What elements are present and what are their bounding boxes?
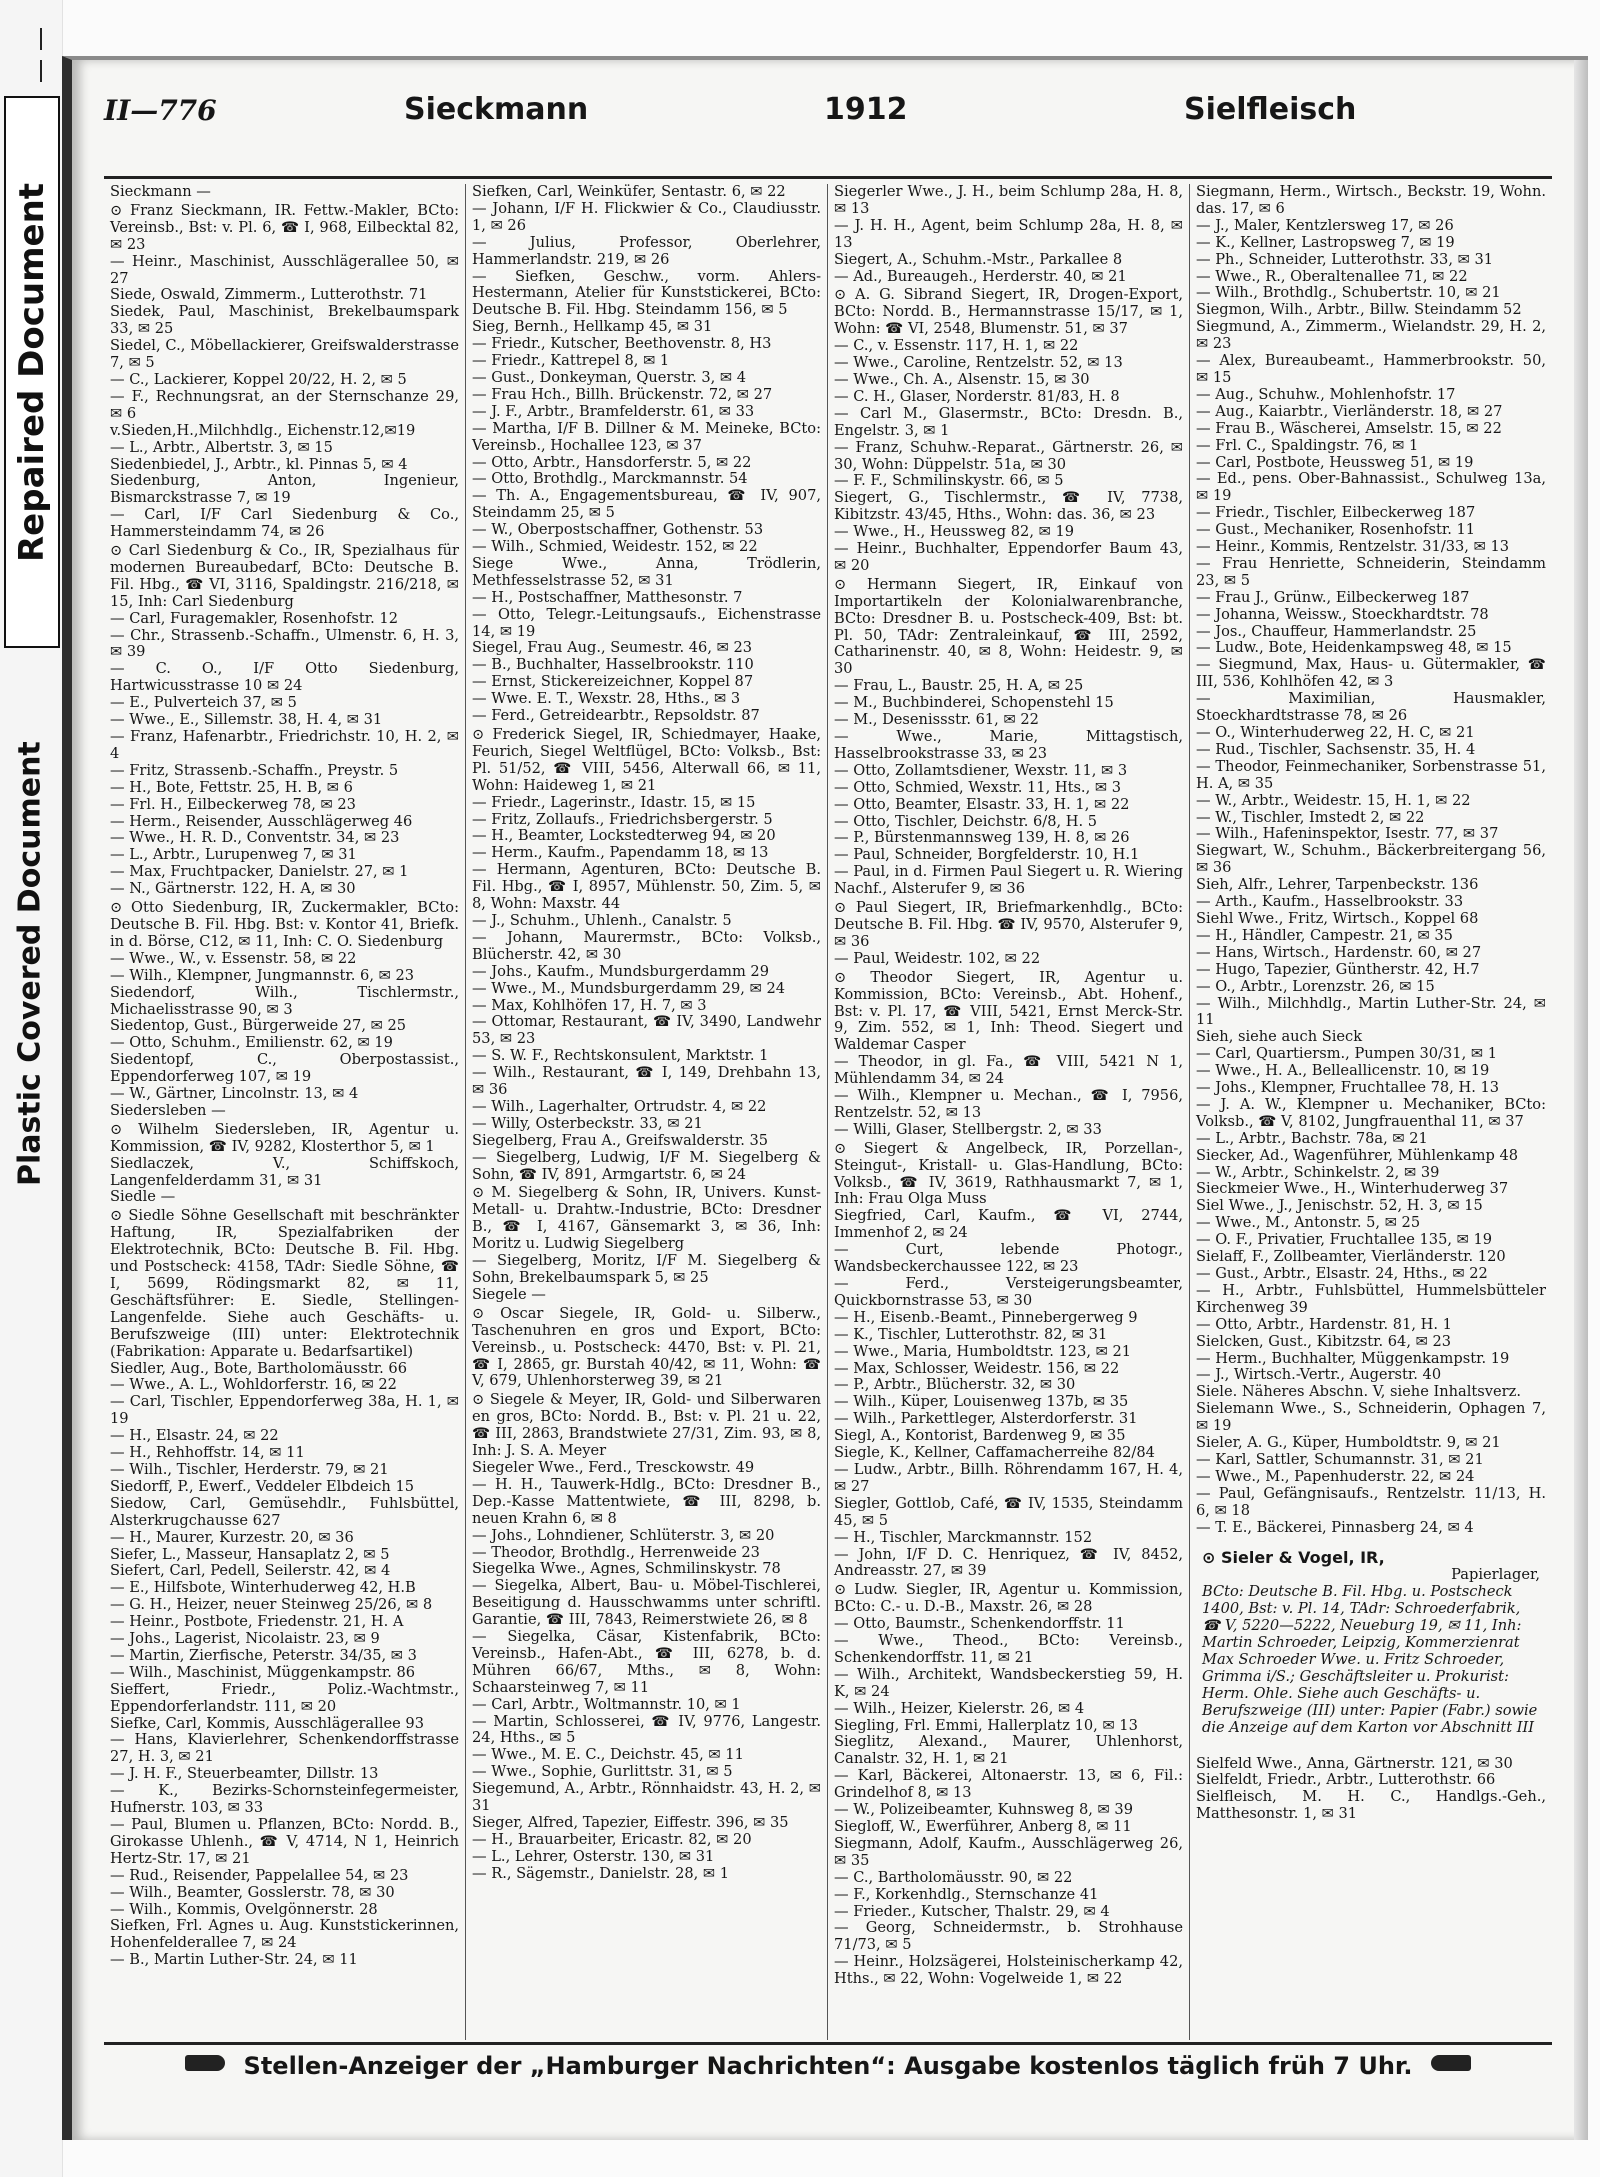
directory-entry: Siede, Oswald, Zimmerm., Lutterothstr. 71: [110, 286, 428, 304]
directory-entry: — Th. A., Engagementsbureau, ☎ IV, 907, Steindamm 25, ✉ 5: [472, 487, 821, 522]
directory-entry: — K., Tischler, Lutterothstr. 82, ✉ 31: [834, 1325, 1108, 1343]
directory-entry: — Wilh., Klempner, Jungmannstr. 6, ✉ 23: [110, 966, 415, 984]
directory-entry: — H., Eisenb.-Beamt., Pinnebergerweg 9: [834, 1308, 1138, 1326]
directory-entry: Siedek, Paul, Maschinist, Brekelbaumspark 33, ✉ 25: [110, 303, 459, 338]
directory-entry: Siegel, Frau Aug., Seumestr. 46, ✉ 23: [472, 639, 753, 657]
directory-entry: Siele. Näheres Abschn. V, siehe Inhaltsverz.: [1196, 1383, 1521, 1401]
directory-entry: — Frieder., Kutscher, Thalstr. 29, ✉ 4: [834, 1902, 1110, 1920]
column-4-entries: [1196, 184, 1546, 1537]
directory-entry: — Ferd., Getreidearbtr., Repsoldstr. 87: [472, 707, 760, 725]
directory-entry: ⊙ Siegert & Angelbeck, IR, Porzellan-, Steingut-, Kristall- u. Glas-Handlung, BCto: Volksb., ☎ IV, 3619, Rathhausmarkt 7, ✉ 1, Inh: Frau Olga Muss: [834, 1139, 1183, 1208]
directory-entry: — John, I/F D. C. Henriquez, ☎ IV, 8452, Andreasstr. 27, ✉ 39: [834, 1545, 1183, 1580]
directory-entry: — W., Tischler, Imstedt 2, ✉ 22: [1196, 808, 1425, 826]
archive-margin: [0, 0, 63, 2177]
directory-entry: — Carl, Furagemakler, Rosenhofstr. 12: [110, 609, 398, 627]
directory-entry: — Siefken, Geschw., vorm. Ahlers-Hestermann, Atelier für Kunststickerei, BCto: Deutsche B. Fil. Hbg. Steindamm 156, ✉ 5: [472, 267, 821, 319]
directory-entry: ⊙ Paul Siegert, IR, Briefmarkenhdlg., BCto: Deutsche B. Fil. Hbg. ☎ IV, 9570, Alsterufer 9, ✉ 36: [834, 899, 1183, 950]
directory-entry: — P., Bürstenmannsweg 139, H. 8, ✉ 26: [834, 829, 1130, 847]
directory-entry: Sieckmeier Wwe., H., Winterhuderweg 37: [1196, 1180, 1509, 1198]
directory-entry: — Otto, Beamter, Elsastr. 33, H. 1, ✉ 22: [834, 795, 1130, 813]
directory-entry: — Heinr., Holzsägerei, Holsteinischerkamp 42, Hths., ✉ 22, Wohn: Vogelweide 1, ✉ 22: [834, 1953, 1183, 1988]
directory-entry: Sielfleisch, M. H. C., Handlgs.-Geh., Matthesonstr. 1, ✉ 31: [1196, 1788, 1546, 1823]
directory-entry: — Wilh., Beamter, Gosslerstr. 78, ✉ 30: [110, 1883, 395, 1901]
directory-entry: Siegelberg, Frau A., Greifswalderstr. 35: [472, 1131, 769, 1149]
header-first-word: Sieckmann: [404, 92, 589, 127]
directory-entry: — Max, Fruchtpacker, Danielstr. 27, ✉ 1: [110, 863, 409, 881]
directory-entry: — Wwe., Maria, Humboldtstr. 123, ✉ 21: [834, 1342, 1132, 1360]
advert-line-1: Papierlager,: [1451, 1565, 1540, 1583]
directory-entry: — Friedr., Lagerinstr., Idastr. 15, ✉ 15: [472, 793, 756, 811]
directory-entry: — Otto, Arbtr., Hardenstr. 81, H. 1: [1196, 1315, 1452, 1333]
directory-entry: — Ludw., Arbtr., Billh. Röhrendamm 167, H. 4, ✉ 27: [834, 1460, 1183, 1495]
header-rule: [104, 176, 1552, 179]
directory-entry: — H., Bote, Fettstr. 25, H. B, ✉ 6: [110, 778, 353, 796]
pointing-hand-icon: [185, 2055, 225, 2071]
directory-entry: — Karl, Bäckerei, Altonaerstr. 13, ✉ 6, Fil.: Grindelhof 8, ✉ 13: [834, 1767, 1183, 1802]
directory-column-1: [104, 184, 466, 2040]
directory-entry: — Fritz, Zollaufs., Friedrichsbergerstr. 5: [472, 810, 773, 828]
directory-entry: — Gust., Donkeyman, Querstr. 3, ✉ 4: [472, 368, 747, 386]
directory-entry: — Herm., Kaufm., Papendamm 18, ✉ 13: [472, 844, 769, 862]
directory-entry: — R., Sägemstr., Danielstr. 28, ✉ 1: [472, 1864, 730, 1882]
directory-entry: — H., Rehhoffstr. 14, ✉ 11: [110, 1444, 305, 1462]
directory-entry: — Theodor, Brothdlg., Herrenweide 23: [472, 1543, 760, 1561]
directory-entry: — Gust., Arbtr., Elsastr. 24, Hths., ✉ 22: [1196, 1265, 1488, 1282]
directory-entry: — Johanna, Weissw., Stoeckhardtstr. 78: [1196, 605, 1489, 623]
directory-entry: — Ludw., Bote, Heidenkampsweg 48, ✉ 15: [1196, 639, 1512, 657]
directory-entry: — Otto, Telegr.-Leitungsaufs., Eichenstrasse 14, ✉ 19: [472, 605, 821, 640]
directory-entry: — L., Arbtr., Albertstr. 3, ✉ 15: [110, 438, 333, 456]
directory-entry: — Otto, Arbtr., Hansdorferstr. 5, ✉ 22: [472, 453, 752, 471]
directory-entry: — Otto, Schmied, Wexstr. 11, Hts., ✉ 3: [834, 778, 1121, 796]
directory-entry: ⊙ Franz Sieckmann, IR. Fettw.-Makler, BCto: Vereinsb., Bst: v. Pl. 6, ☎ I, 968, Eilbecktal 82, ✉ 23: [110, 201, 459, 253]
directory-entry: — Wilh., Küper, Louisenweg 137b, ✉ 35: [834, 1393, 1129, 1411]
directory-entry: Siedentop, Gust., Bürgerweide 27, ✉ 25: [110, 1017, 407, 1035]
directory-entry: Siegling, Frl. Emmi, Hallerplatz 10, ✉ 13: [834, 1716, 1138, 1734]
directory-entry: — O., Winterhuderweg 22, H. C, ✉ 21: [1196, 724, 1475, 741]
directory-entry: ⊙ M. Siegelberg & Sohn, IR, Univers. Kunst-Metall- u. Drahtw.-Industrie, BCto: Dresdner B., ☎ I, 4167, Gänsemarkt 3, ✉ 36, Inh: Moritz u. Ludwig Siegelberg: [472, 1184, 821, 1253]
directory-entry: — Hans, Wirtsch., Hardenstr. 60, ✉ 27: [1196, 943, 1482, 961]
pointing-hand-icon: [1431, 2055, 1471, 2071]
directory-entry: — Carl, Tischler, Eppendorferweg 38a, H. 1, ✉ 19: [110, 1393, 459, 1428]
directory-entry: — Wwe., Caroline, Rentzelstr. 52, ✉ 13: [834, 354, 1123, 372]
directory-entry: — Wilh., Lagerhalter, Ortrudstr. 4, ✉ 22: [472, 1097, 767, 1115]
page-footer: [104, 2052, 1552, 2088]
directory-entry: — Gust., Mechaniker, Rosenhofstr. 11: [1196, 521, 1476, 539]
directory-entry: — Carl M., Glasermstr., BCto: Dresdn. B., Engelstr. 3, ✉ 1: [834, 404, 1183, 439]
directory-entry: — L., Lehrer, Osterstr. 130, ✉ 31: [472, 1847, 715, 1865]
directory-entry: — L., Arbtr., Lurupenweg 7, ✉ 31: [110, 846, 357, 864]
directory-entry: — H., Elsastr. 24, ✉ 22: [110, 1427, 279, 1445]
directory-entry: — Wwe., M., Papenhuderstr. 22, ✉ 24: [1196, 1467, 1475, 1485]
directory-entry: — Wilh., Klempner u. Mechan., ☎ I, 7956, Rentzelstr. 52, ✉ 13: [834, 1087, 1183, 1121]
directory-entry: Sieckmann —: [110, 184, 211, 200]
directory-entry: — J. F., Arbtr., Bramfelderstr. 61, ✉ 33: [472, 402, 755, 420]
directory-entry: — Wwe., M., Mundsburgerdamm 29, ✉ 24: [472, 979, 786, 997]
directory-entry: — Otto, Tischler, Deichstr. 6/8, H. 5: [834, 812, 1098, 830]
directory-entry: — H., Postschaffner, Matthesonstr. 7: [472, 588, 743, 606]
directory-entry: — S. W. F., Rechtskonsulent, Marktstr. 1: [472, 1047, 769, 1065]
directory-entry: — K., Kellner, Lastropsweg 7, ✉ 19: [1196, 233, 1455, 251]
directory-entry: Sieffert, Friedr., Poliz.-Wachtmstr., Eppendorferlandstr. 111, ✉ 20: [110, 1680, 459, 1715]
directory-entry: — Franz, Schuhw.-Reparat., Gärtnerstr. 26, ✉ 30, Wohn: Düppelstr. 51a, ✉ 30: [834, 438, 1183, 473]
column-4-tail: [1196, 1756, 1546, 1824]
directory-entry: Siegemund, A., Arbtr., Rönnhaidstr. 43, H. 2, ✉ 31: [472, 1780, 821, 1815]
directory-entry: — C. O., I/F Otto Siedenburg, Hartwicusstrasse 10 ✉ 24: [110, 660, 459, 695]
repaired-document-label: Repaired Document: [4, 96, 60, 648]
directory-entry: — Friedr., Kattrepel 8, ✉ 1: [472, 352, 670, 370]
directory-entry: — Julius, Professor, Oberlehrer, Hammerlandstr. 219, ✉ 26: [472, 233, 821, 268]
directory-entry: — M., Desenissstr. 61, ✉ 22: [834, 711, 1039, 729]
directory-entry: — Carl, Postbote, Heussweg 51, ✉ 19: [1196, 453, 1474, 471]
directory-entry: — Wilh., Maschinist, Müggenkampstr. 86: [110, 1663, 416, 1681]
directory-entry: — Wwe., E., Sillemstr. 38, H. 4, ✉ 31: [110, 711, 383, 729]
directory-entry: Siegerler Wwe., J. H., beim Schlump 28a, H. 8, ✉ 13: [834, 184, 1183, 217]
directory-entry: — Siegelka, Albert, Bau- u. Möbel-Tischlerei, Beseitigung d. Hausschwamms unter schriftl. Garantie, ☎ III, 7843, Reimerstwiete 26, ✉ 8: [472, 1577, 821, 1629]
directory-entry: — Heinr., Buchhalter, Eppendorfer Baum 43, ✉ 20: [834, 540, 1183, 574]
directory-entry: Siegele —: [472, 1285, 546, 1303]
directory-entry: — Max, Kohlhöfen 17, H. 7, ✉ 3: [472, 996, 707, 1014]
directory-entry: — W., Gärtner, Lincolnstr. 13, ✉ 4: [110, 1085, 359, 1103]
directory-entry: — Johs., Lagerist, Nicolaistr. 23, ✉ 9: [110, 1630, 380, 1648]
directory-entry: Sielaff, F., Zollbeamter, Vierländerstr. 120: [1196, 1248, 1506, 1266]
directory-entry: — Frau Hch., Billh. Brückenstr. 72, ✉ 27: [472, 385, 773, 403]
directory-entry: — O. F., Privatier, Fruchtallee 135, ✉ 19: [1196, 1231, 1493, 1249]
directory-entry: — Wwe., H. A., Belleallicenstr. 10, ✉ 19: [1196, 1062, 1490, 1080]
page-header: [104, 90, 1554, 140]
directory-entry: — Siegmund, Max, Haus- u. Gütermakler, ☎ III, 536, Kohlhöfen 42, ✉ 3: [1196, 656, 1546, 691]
directory-entry: — Siegelberg, Ludwig, I/F M. Siegelberg & Sohn, ☎ IV, 891, Armgartstr. 6, ✉ 24: [472, 1148, 821, 1183]
directory-entry: — Fritz, Strassenb.-Schaffn., Preystr. 5: [110, 761, 399, 779]
directory-entry: — Otto, Brothdlg., Marckmannstr. 54: [472, 470, 748, 488]
directory-entry: — F., Rechnungsrat, an der Sternschanze 29, ✉ 6: [110, 387, 459, 422]
directory-entry: Siegelka Wwe., Agnes, Schmilinskystr. 78: [472, 1560, 781, 1578]
directory-entry: — J., Schuhm., Uhlenh., Canalstr. 5: [472, 911, 732, 929]
directory-entry: Sieglitz, Alexand., Maurer, Uhlenhorst, Canalstr. 32, H. 1, ✉ 21: [834, 1733, 1183, 1768]
directory-entry: — Friedr., Kutscher, Beethovenstr. 8, H3: [472, 335, 772, 353]
directory-entry: — Herm., Buchhalter, Müggenkampstr. 19: [1196, 1349, 1510, 1367]
directory-entry: Sielfeldt, Friedr., Arbtr., Lutterothstr. 66: [1196, 1771, 1496, 1789]
directory-entry: ⊙ Otto Siedenburg, IR, Zuckermakler, BCto: Deutsche B. Fil. Hbg. Bst: v. Kontor 41, Briefk. in d. Börse, C12, ✉ 11, Inh: C. O. Siedenburg: [110, 899, 459, 950]
directory-entry: — K., Bezirks-Schornsteinfegermeister, Hufnerstr. 103, ✉ 33: [110, 1782, 459, 1817]
directory-entry: — H., Beamter, Lockstedterweg 94, ✉ 20: [472, 827, 776, 845]
directory-column-4: [1190, 184, 1552, 2040]
directory-entry: — Hugo, Tapezier, Güntherstr. 42, H.7: [1196, 960, 1480, 978]
directory-entry: — H., Maurer, Kurzestr. 20, ✉ 36: [110, 1528, 354, 1546]
directory-entry: — J. H. H., Agent, beim Schlump 28a, H. 8, ✉ 13: [834, 216, 1183, 251]
directory-entry: — Wilh., Hafeninspektor, Isestr. 77, ✉ 37: [1196, 825, 1499, 843]
directory-column-2: [466, 184, 828, 2040]
directory-entry: — E., Hilfsbote, Winterhuderweg 42, H.B: [110, 1579, 416, 1597]
directory-entry: — J. H. F., Steuerbeamter, Dillstr. 13: [110, 1765, 379, 1783]
directory-entry: — Theodor, in gl. Fa., ☎ VIII, 5421 N 1, Mühlendamm 34, ✉ 24: [834, 1053, 1183, 1088]
directory-entry: Siefert, Carl, Pedell, Seilerstr. 42, ✉ 4: [110, 1562, 391, 1580]
directory-entry: — W., Polizeibeamter, Kuhnsweg 8, ✉ 39: [834, 1801, 1133, 1819]
directory-entry: — M., Buchbinderei, Schopenstehl 15: [834, 694, 1114, 712]
directory-entry: — Carl, Arbtr., Woltmannstr. 10, ✉ 1: [472, 1695, 741, 1713]
directory-entry: Siegle, K., Kellner, Caffamacherreihe 82/84: [834, 1444, 1155, 1462]
directory-entry: Siedorff, P., Ewerf., Veddeler Elbdeich 15: [110, 1477, 415, 1495]
directory-entry: — H., Tischler, Marckmannstr. 152: [834, 1528, 1093, 1546]
directory-entry: — Theodor, Feinmechaniker, Sorbenstrasse 51, H. A, ✉ 35: [1196, 757, 1546, 792]
directory-entry: — Hans, Klavierlehrer, Schenkendorffstrasse 27, H. 3, ✉ 21: [110, 1731, 459, 1766]
directory-entry: — Chr., Strassenb.-Schaffn., Ulmenstr. 6, H. 3, ✉ 39: [110, 626, 459, 661]
directory-entry: — Herm., Reisender, Ausschlägerweg 46: [110, 812, 413, 830]
directory-entry: — Rud., Reisender, Pappelallee 54, ✉ 23: [110, 1866, 409, 1884]
directory-entry: — H., Brauarbeiter, Ericastr. 82, ✉ 20: [472, 1830, 752, 1848]
directory-entry: — J., Wirtsch.-Vertr., Augerstr. 40: [1196, 1366, 1442, 1384]
directory-entry: — F., Korkenhdlg., Sternschanze 41: [834, 1885, 1099, 1903]
directory-entry: — Wilh., Kommis, Ovelgönnerstr. 28: [110, 1900, 378, 1918]
directory-entry: — Martha, I/F B. Dillner & M. Meineke, BCto: Vereinsb., Hochallee 123, ✉ 37: [472, 419, 821, 454]
directory-entry: Siegert, A., Schuhm.-Mstr., Parkallee 8: [834, 250, 1123, 268]
directory-entry: — Frau B., Wäscherei, Amselstr. 15, ✉ 22: [1196, 419, 1502, 437]
directory-entry: — Karl, Sattler, Schumannstr. 31, ✉ 21: [1196, 1450, 1484, 1468]
directory-entry: ⊙ Ludw. Siegler, IR, Agentur u. Kommission, BCto: C.- u. D.-B., Maxstr. 26, ✉ 28: [834, 1581, 1183, 1616]
directory-entry: ⊙ Siedle Söhne Gesellschaft mit beschränkter Haftung, IR, Spezialfabriken der Elektrotechnik, BCto: Deutsche B. Fil. Hbg. und Postscheck: 4158, TAdr: Siedle Söhne, ☎ I, 5699, Rödingsmarkt 82, ✉ 11, Geschäftsführer: E. Siedle, Stellingen-Langenfelde. Siehe auch Geschäfts- u. Berufszweige (III) unter: Elektrotechnik (Fabrikation: Apparate u. Bedarfsartikel): [110, 1207, 459, 1360]
directory-entry: — Otto, Baumstr., Schenkendorffstr. 11: [834, 1615, 1125, 1633]
directory-entry: Siedle —: [110, 1188, 176, 1206]
directory-entry: — F. F., Schmilinskystr. 66, ✉ 5: [834, 472, 1064, 490]
directory-entry: Siegmon, Wilh., Arbtr., Billw. Steindamm 52: [1196, 301, 1522, 319]
directory-entry: — Jos., Chauffeur, Hammerlandstr. 25: [1196, 622, 1477, 640]
footer-rule: [104, 2042, 1552, 2045]
directory-entry: — N., Gärtnerstr. 122, H. A, ✉ 30: [110, 880, 356, 898]
directory-entry: — Ed., pens. Ober-Bahnassist., Schulweg 13a, ✉ 19: [1196, 470, 1546, 505]
directory-entry: — Wwe., Ch. A., Alsenstr. 15, ✉ 30: [834, 370, 1090, 388]
directory-entry: v.Sieden,H.,Milchhdlg., Eichenstr.12,✉19: [110, 421, 416, 439]
directory-entry: — Paul, in d. Firmen Paul Siegert u. R. Wiering Nachf., Alsterufer 9, ✉ 36: [834, 863, 1183, 898]
directory-entry: — Hermann, Agenturen, BCto: Deutsche B. Fil. Hbg., ☎ I, 8957, Mühlenstr. 50, Zim. 5, ✉ 8, Wohn: Maxstr. 44: [472, 861, 821, 913]
directory-entry: — L., Arbtr., Bachstr. 78a, ✉ 21: [1196, 1129, 1428, 1147]
directory-entry: — Wwe., W., v. Essenstr. 58, ✉ 22: [110, 949, 357, 967]
directory-entry: — Paul, Schneider, Borgfelderstr. 10, H.1: [834, 846, 1140, 864]
directory-entry: Siegmund, A., Zimmerm., Wielandstr. 29, H. 2, ✉ 23: [1196, 318, 1546, 353]
directory-entry: Sieh, Alfr., Lehrer, Tarpenbeckstr. 136: [1196, 876, 1479, 894]
directory-entry: — H., Arbtr., Fuhlsbüttel, Hummelsbütteler Kirchenweg 39: [1196, 1281, 1546, 1316]
directory-entry: — Wilh., Milchhdlg., Martin Luther-Str. 24, ✉ 11: [1196, 994, 1546, 1029]
directory-entry: — Wwe., Theod., BCto: Vereinsb., Schenkendorffstr. 11, ✉ 21: [834, 1632, 1183, 1666]
page-edge: [1574, 60, 1588, 2140]
directory-entry: Siefken, Frl. Agnes u. Aug. Kunststickerinnen, Hohenfelderallee 7, ✉ 24: [110, 1917, 459, 1952]
directory-entry: — Wwe., Sophie, Gurlittstr. 31, ✉ 5: [472, 1763, 733, 1781]
directory-entry: Siegeler Wwe., Ferd., Tresckowstr. 49: [472, 1458, 755, 1476]
directory-entry: — Carl, I/F Carl Siedenburg & Co., Hammersteindamm 74, ✉ 26: [110, 506, 459, 541]
directory-columns: [104, 184, 1554, 2040]
margin-tick: [40, 60, 42, 82]
directory-entry: — Wwe., M. E. C., Deichstr. 45, ✉ 11: [472, 1746, 744, 1764]
directory-entry: — Wwe., H. R. D., Conventstr. 34, ✉ 23: [110, 829, 400, 847]
directory-entry: — Wilh., Tischler, Herderstr. 79, ✉ 21: [110, 1460, 389, 1478]
directory-entry: Siegert, G., Tischlermstr., ☎ IV, 7738, Kibitzstr. 43/45, Hths., Wohn: das. 36, ✉ 23: [834, 489, 1183, 524]
directory-entry: — Wilh., Schmied, Weidestr. 152, ✉ 22: [472, 538, 758, 556]
directory-entry: — Aug., Schuhw., Mohlenhofstr. 17: [1196, 385, 1456, 403]
directory-entry: Sielfeld Wwe., Anna, Gärtnerstr. 121, ✉ 30: [1196, 1754, 1513, 1772]
directory-entry: — Johs., Kaufm., Mundsburgerdamm 29: [472, 962, 770, 980]
directory-entry: — Alex, Bureaubeamt., Hammerbrookstr. 50, ✉ 15: [1196, 352, 1546, 386]
directory-entry: — H., Händler, Campestr. 21, ✉ 35: [1196, 926, 1453, 944]
directory-entry: — O., Arbtr., Lorenzstr. 26, ✉ 15: [1196, 977, 1435, 995]
directory-entry: — T. E., Bäckerei, Pinnasberg 24, ✉ 4: [1196, 1518, 1474, 1536]
directory-entry: — Wilh., Architekt, Wandsbeckerstieg 59, H. K, ✉ 24: [834, 1665, 1183, 1700]
directory-entry: ⊙ Frederick Siegel, IR, Schiedmayer, Haake, Feurich, Siegel Weltflügel, BCto: Volksb., Bst: Pl. 51/52, ☎ VIII, 5456, Alterwall 66, ✉ 11, Wohn: Haideweg 1, ✉ 21: [472, 726, 821, 794]
directory-entry: — Rud., Tischler, Sachsenstr. 35, H. 4: [1196, 740, 1476, 758]
directory-entry: — Frl. C., Spaldingstr. 76, ✉ 1: [1196, 436, 1419, 454]
directory-entry: — Wwe., R., Oberaltenallee 71, ✉ 22: [1196, 267, 1468, 285]
directory-entry: — P., Arbtr., Blücherstr. 32, ✉ 30: [834, 1376, 1076, 1394]
directory-entry: Siege Wwe., Anna, Trödlerin, Methfesselstrasse 52, ✉ 31: [472, 554, 821, 589]
directory-entry: — Carl, Quartiersm., Pumpen 30/31, ✉ 1: [1196, 1045, 1498, 1063]
directory-entry: Siedenburg, Anton, Ingenieur, Bismarckstrasse 7, ✉ 19: [110, 472, 459, 507]
directory-entry: — C. H., Glaser, Norderstr. 81/83, H. 8: [834, 387, 1120, 405]
directory-entry: ⊙ Siegele & Meyer, IR, Gold- und Silberwaren en gros, BCto: Nordd. B., Bst: v. Pl. 21 u. 22, ☎ III, 2863, Brandstwiete 27/31, Zim. 93, ✉ 8, Inh: J. S. A. Meyer: [472, 1391, 821, 1460]
directory-entry: — Wwe., H., Heussweg 82, ✉ 19: [834, 523, 1075, 541]
directory-entry: Siedenbiedel, J., Arbtr., kl. Pinnas 5, ✉ 4: [110, 455, 408, 473]
directory-entry: — E., Pulverteich 37, ✉ 5: [110, 694, 297, 712]
directory-entry: — Wilh., Restaurant, ☎ I, 149, Drehbahn 13, ✉ 36: [472, 1064, 821, 1099]
directory-entry: — Wwe., Marie, Mittagstisch, Hasselbrookstrasse 33, ✉ 23: [834, 728, 1183, 762]
directory-entry: — J., Maler, Kentzlersweg 17, ✉ 26: [1196, 216, 1454, 234]
directory-entry: — B., Martin Luther-Str. 24, ✉ 11: [110, 1951, 358, 1969]
directory-entry: — Frl. H., Eilbeckerweg 78, ✉ 23: [110, 795, 356, 813]
directory-entry: — Paul, Gefängnisaufs., Rentzelstr. 11/13, H. 6, ✉ 18: [1196, 1484, 1546, 1519]
directory-entry: Siedersleben —: [110, 1101, 226, 1119]
directory-entry: Siedentopf, C., Oberpostassist., Eppendorferweg 107, ✉ 19: [110, 1051, 459, 1086]
directory-entry: — C., Bartholomäusstr. 90, ✉ 22: [834, 1868, 1073, 1886]
directory-entry: — C., Lackierer, Koppel 20/22, H. 2, ✉ 5: [110, 370, 407, 388]
directory-entry: ⊙ Wilhelm Siedersleben, IR, Agentur u. Kommission, ☎ IV, 9282, Klosterthor 5, ✉ 1: [110, 1120, 459, 1155]
directory-entry: Siefke, Carl, Kommis, Ausschlägerallee 93: [110, 1714, 424, 1732]
directory-entry: Siegler, Gottlob, Café, ☎ IV, 1535, Steindamm 45, ✉ 5: [834, 1494, 1183, 1529]
directory-entry: ⊙ Theodor Siegert, IR, Agentur u. Kommission, BCto: Vereinsb., Abt. Hohenf., Bst: v. Pl. 17, ☎ VIII, 5421, Ernst Merck-Str. 9, Zim. 552, ✉ 1, Inh: Theod. Siegert und Waldemar Casper: [834, 968, 1183, 1054]
directory-entry: — Frau Henriette, Schneiderin, Steindamm 23, ✉ 5: [1196, 554, 1546, 589]
directory-entry: — Johann, Maurermstr., BCto: Volksb., Blücherstr. 42, ✉ 30: [472, 928, 821, 963]
directory-entry: — Johann, I/F H. Flickwier & Co., Claudiusstr. 1, ✉ 26: [472, 199, 821, 234]
directory-entry: — Ph., Schneider, Lutterothstr. 33, ✉ 31: [1196, 250, 1494, 268]
directory-entry: — Wilh., Heizer, Kielerstr. 26, ✉ 4: [834, 1699, 1085, 1717]
directory-entry: ⊙ Carl Siedenburg & Co., IR, Spezialhaus für modernen Bureaubedarf, BCto: Deutsche B. Fil. Hbg., ☎ VI, 3116, Spaldingstr. 216/218, ✉ 15, Inh: Carl Siedenburg: [110, 542, 459, 610]
directory-entry: Siedendorf, Wilh., Tischlermstr., Michaelisstrasse 90, ✉ 3: [110, 983, 459, 1018]
directory-entry: — Willi, Glaser, Stellbergstr. 2, ✉ 33: [834, 1120, 1102, 1138]
directory-entry: — Curt, lebende Photogr., Wandsbeckerchaussee 122, ✉ 23: [834, 1241, 1183, 1276]
advert-title: ⊙ Sieler & Vogel, IR,: [1202, 1547, 1385, 1567]
directory-entry: — Arth., Kaufm., Hasselbrookstr. 33: [1196, 893, 1464, 911]
advert-line-2: BCto: Deutsche B. Fil. Hbg. u. Postscheck 1400, Bst: v. Pl. 14, TAdr: Schroederfabrik, ☎ V, 5220—5222, Neueburg 19, ✉ 11, Inh: Martin Schroeder, Leipzig, Kommerzienrat Max Schroeder Wwe. u. Fritz Schroeder, Grimma i/S.; Geschäftsleiter u. Prokurist: Herm. Ohle. Siehe auch Geschäfts- u. Berufszweige (III) unter: Papier (Fabr.) sowie die Anzeige auf dem Karton vor Abschnitt III: [1202, 1582, 1538, 1736]
directory-entry: — Heinr., Kommis, Rentzelstr. 31/33, ✉ 13: [1196, 538, 1510, 556]
directory-entry: Siedow, Carl, Gemüsehdlr., Fuhlsbüttel, Alsterkrugchausse 627: [110, 1494, 459, 1529]
directory-entry: — Wilh., Parkettleger, Alsterdorferstr. 31: [834, 1410, 1138, 1428]
directory-entry: Siecker, Ad., Wagenführer, Mühlenkamp 48: [1196, 1146, 1519, 1164]
directory-entry: — C., v. Essenstr. 117, H. 1, ✉ 22: [834, 337, 1079, 355]
directory-entry: Siedler, Aug., Bote, Bartholomäusstr. 66: [110, 1359, 407, 1377]
directory-entry: Sieler, A. G., Küper, Humboldtstr. 9, ✉ 21: [1196, 1434, 1501, 1452]
directory-entry: — Willy, Osterbeckstr. 33, ✉ 21: [472, 1114, 703, 1132]
sieler-vogel-advert: [1196, 1545, 1546, 1740]
directory-entry: — G. H., Heizer, neuer Steinweg 25/26, ✉ 8: [110, 1596, 433, 1614]
directory-entry: — Heinr., Postbote, Friedenstr. 21, H. A: [110, 1613, 404, 1631]
directory-entry: — Wilh., Brothdlg., Schubertstr. 10, ✉ 21: [1196, 284, 1501, 302]
directory-entry: — Siegelka, Cäsar, Kistenfabrik, BCto: Vereinsb., Hafen-Abt., ☎ III, 6278, b. d. Mühren 66/67, Mths., ✉ 8, Wohn: Schaarsteinweg 7, ✉ 11: [472, 1628, 821, 1696]
directory-entry: — Johs., Lohndiener, Schlüterstr. 3, ✉ 20: [472, 1526, 775, 1544]
margin-tick: [40, 28, 42, 50]
directory-entry: — Otto, Schuhm., Emilienstr. 62, ✉ 19: [110, 1034, 393, 1052]
directory-entry: — Georg, Schneidermstr., b. Strohhause 71/73, ✉ 5: [834, 1919, 1183, 1954]
directory-entry: — Martin, Schlosserei, ☎ IV, 9776, Langestr. 24, Hths., ✉ 5: [472, 1712, 821, 1747]
directory-entry: Siel Wwe., J., Jenischstr. 52, H. 3, ✉ 15: [1196, 1197, 1483, 1215]
directory-entry: Siedlaczek, V., Schiffskoch, Langenfelderdamm 31, ✉ 31: [110, 1154, 459, 1189]
header-year: 1912: [824, 92, 908, 127]
directory-entry: — Maximilian, Hausmakler, Stoeckhardtstrasse 78, ✉ 26: [1196, 690, 1546, 725]
directory-entry: — Siegelberg, Moritz, I/F M. Siegelberg & Sohn, Brekelbaumspark 5, ✉ 25: [472, 1252, 821, 1286]
directory-entry: Sielcken, Gust., Kibitzstr. 64, ✉ 23: [1196, 1332, 1452, 1350]
directory-entry: Siegmann, Herm., Wirtsch., Beckstr. 19, Wohn. das. 17, ✉ 6: [1196, 184, 1546, 217]
directory-entry: — Franz, Hafenarbtr., Friedrichstr. 10, H. 2, ✉ 4: [110, 728, 459, 762]
directory-entry: — Wwe. E. T., Wexstr. 28, Hths., ✉ 3: [472, 690, 741, 708]
directory-entry: — Martin, Zierfische, Peterstr. 34/35, ✉ 3: [110, 1646, 417, 1664]
directory-entry: Siedel, C., Möbellackierer, Greifswalderstrasse 7, ✉ 5: [110, 337, 459, 372]
directory-entry: Siegfried, Carl, Kaufm., ☎ VI, 2744, Immenhof 2, ✉ 24: [834, 1207, 1183, 1242]
directory-entry: — W., Oberpostschaffner, Gothenstr. 53: [472, 521, 764, 539]
directory-entry: Sieger, Alfred, Tapezier, Eiffestr. 396, ✉ 35: [472, 1814, 789, 1831]
directory-entry: — Wwe., A. L., Wohldorferstr. 16, ✉ 22: [110, 1376, 397, 1394]
directory-entry: — Ottomar, Restaurant, ☎ IV, 3490, Landwehr 53, ✉ 23: [472, 1013, 821, 1048]
header-last-word: Sielfleisch: [1184, 92, 1357, 127]
directory-entry: Siefken, Carl, Weinküfer, Sentastr. 6, ✉ 22: [472, 184, 786, 200]
directory-entry: Siegmann, Adolf, Kaufm., Ausschlägerweg 26, ✉ 35: [834, 1834, 1183, 1869]
directory-entry: ⊙ Oscar Siegele, IR, Gold- u. Silberw., Taschenuhren en gros und Export, BCto: Vereinsb., u. Postscheck: 4470, Bst: v. Pl. 21, ☎ I, 2865, gr. Burstah 40/42, ✉ 11, Wohn: ☎ V, 679, Uhlenhorsterweg 39, ✉ 21: [472, 1304, 821, 1390]
directory-entry: Sieg, Bernh., Hellkamp 45, ✉ 31: [472, 318, 713, 336]
directory-entry: — Johs., Klempner, Fruchtallee 78, H. 13: [1196, 1079, 1500, 1097]
directory-entry: — J. A. W., Klempner u. Mechaniker, BCto: Volksb., ☎ V, 8102, Jungfrauenthal 11, ✉ 37: [1196, 1095, 1546, 1130]
directory-entry: — Otto, Zollamtsdiener, Wexstr. 11, ✉ 3: [834, 761, 1128, 779]
directory-entry: — Ferd., Versteigerungsbeamter, Quickbornstrasse 53, ✉ 30: [834, 1275, 1183, 1309]
directory-entry: — Max, Schlosser, Weidestr. 156, ✉ 22: [834, 1359, 1120, 1377]
directory-entry: Siegloff, W., Ewerführer, Anberg 8, ✉ 11: [834, 1818, 1132, 1835]
directory-entry: Sielemann Wwe., S., Schneiderin, Ophagen 7, ✉ 19: [1196, 1400, 1546, 1435]
directory-entry: — W., Arbtr., Weidestr. 15, H. 1, ✉ 22: [1196, 791, 1471, 809]
directory-entry: — W., Arbtr., Schinkelstr. 2, ✉ 39: [1196, 1163, 1440, 1181]
directory-entry: — Heinr., Maschinist, Ausschlägerallee 50, ✉ 27: [110, 252, 459, 287]
directory-entry: ⊙ Hermann Siegert, IR, Einkauf von Importartikeln der Kolonialwarenbranche, BCto: Dresdner B. u. Postscheck-409, Bst: bt. Pl. 50, TAdr: Zentraleinkauf, ☎ III, 2592, Catharinenstr. 40, ✉ 8, Wohn: Heidestr. 9, ✉ 30: [834, 575, 1183, 678]
directory-entry: — Friedr., Tischler, Eilbeckerweg 187: [1196, 504, 1476, 522]
directory-entry: Siefer, L., Masseur, Hansaplatz 2, ✉ 5: [110, 1545, 390, 1563]
directory-entry: — Paul, Blumen u. Pflanzen, BCto: Nordd. B., Girokasse Uhlenh., ☎ V, 4714, N 1, Heinrich Hertz-Str. 17, ✉ 21: [110, 1816, 459, 1867]
directory-entry: — Frau J., Grünw., Eilbeckerweg 187: [1196, 588, 1470, 606]
directory-entry: — Aug., Kaiarbtr., Vierländerstr. 18, ✉ 27: [1196, 402, 1503, 420]
directory-entry: — Frau, L., Baustr. 25, H. A, ✉ 25: [834, 677, 1084, 695]
directory-entry: Sieh, siehe auch Sieck: [1196, 1028, 1363, 1046]
directory-entry: Siegl, A., Kontorist, Bardenweg 9, ✉ 35: [834, 1427, 1126, 1445]
directory-entry: ⊙ A. G. Sibrand Siegert, IR, Drogen-Export, BCto: Nordd. B., Hermannstrasse 15/17, ✉ 1, Wohn: ☎ VI, 2548, Blumenstr. 51, ✉ 37: [834, 286, 1183, 338]
directory-entry: — Paul, Weidestr. 102, ✉ 22: [834, 949, 1041, 967]
page-number: II—776: [104, 94, 217, 127]
directory-entry: — B., Buchhalter, Hasselbrookstr. 110: [472, 656, 754, 674]
plastic-covered-label: Plastic Covered Document: [12, 741, 48, 1187]
directory-entry: — H. H., Tauwerk-Hdlg., BCto: Dresdner B., Dep.-Kasse Mattentwiete, ☎ III, 8298, b. neuen Krahn 6, ✉ 8: [472, 1475, 821, 1527]
directory-entry: — Ad., Bureaugeh., Herderstr. 40, ✉ 21: [834, 267, 1127, 285]
directory-column-3: [828, 184, 1190, 2040]
directory-entry: Siegwart, W., Schuhm., Bäckerbreitergang 56, ✉ 36: [1196, 842, 1546, 877]
directory-entry: — Wwe., M., Antonstr. 5, ✉ 25: [1196, 1214, 1421, 1232]
directory-entry: — Ernst, Stickereizeichner, Koppel 87: [472, 673, 754, 691]
directory-entry: Siehl Wwe., Fritz, Wirtsch., Koppel 68: [1196, 909, 1479, 927]
footer-text: Stellen-Anzeiger der „Hamburger Nachrichten“: Ausgabe kostenlos täglich früh 7 Uhr.: [243, 2052, 1413, 2080]
